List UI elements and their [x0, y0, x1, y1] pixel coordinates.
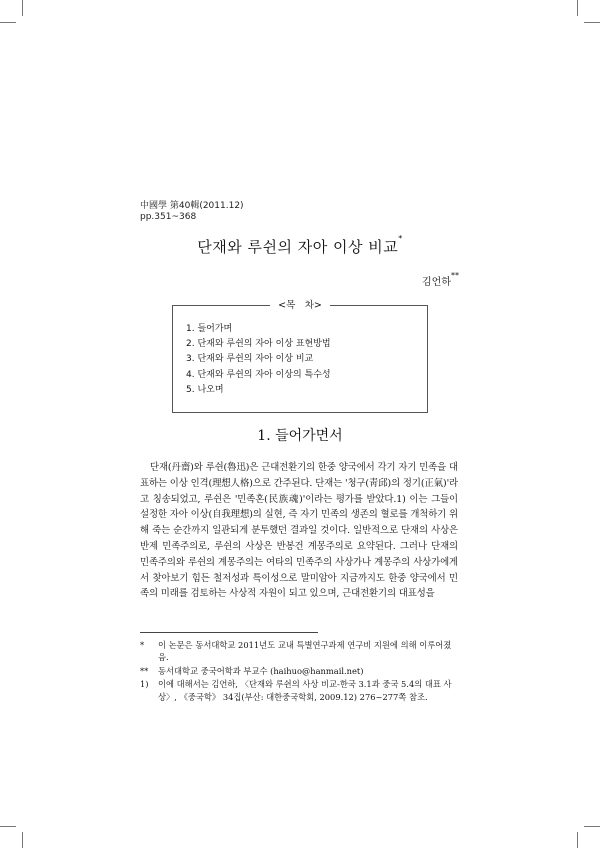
section-heading: 1. 들어가면서	[257, 428, 343, 444]
paper-title-text: 단재와 루쉰의 자아 이상 비교	[197, 238, 399, 256]
crop-mark-bottom-left-v	[22, 832, 23, 848]
toc-item-3: 3. 단재와 루쉰의 자아 이상 비교	[186, 354, 314, 365]
toc-item-1: 1. 들어가며	[186, 324, 233, 334]
crop-mark-bottom-left	[0, 826, 16, 827]
crop-mark-top-left-v	[22, 0, 23, 16]
footnote-1-text: 이 논문은 동서대학교 2011년도 교내 특별연구과제 연구비 지원에 의해 이루어졌음.	[158, 640, 452, 663]
author-footnote-mark: **	[451, 271, 459, 280]
journal-title: 中國學 第40輯(2011.12)	[140, 201, 244, 211]
toc-item-5: 5. 나오며	[186, 384, 224, 395]
crop-mark-top-right	[584, 22, 600, 23]
footnote-rule	[140, 632, 318, 633]
page-range: pp.351~368	[140, 212, 197, 222]
toc-item-2: 2. 단재와 루쉰의 자아 이상 표현방법	[186, 339, 331, 350]
crop-mark-bottom-right	[584, 826, 600, 827]
footnote-1-mark: *	[140, 640, 145, 650]
toc-heading: <목 차>	[270, 297, 330, 311]
footnote-2-mark: **	[140, 665, 149, 676]
footnotes	[140, 639, 458, 704]
crop-mark-bottom-right-v	[577, 832, 578, 848]
footnote-3-text: 이에 대해서는 김언하, 〈단재와 루쉰의 사상 비교-한국 3.1과 중국 5.4의 대표 사상〉, 《중국학》 34집(부산: 대한중국학회, 2009.12) 276~277쪽 참조.	[158, 679, 452, 702]
title-footnote-mark: *	[398, 234, 403, 243]
author-name: 김언하	[422, 277, 451, 288]
footnote-2	[140, 665, 458, 677]
body-text	[140, 460, 458, 602]
footnote-3	[140, 678, 458, 703]
footnote-3-mark: 1)	[140, 679, 149, 690]
crop-mark-top-left	[0, 22, 16, 23]
crop-mark-top-right-v	[577, 0, 578, 16]
journal-info	[140, 201, 244, 223]
footnote-1	[140, 639, 458, 664]
author	[422, 273, 459, 288]
toc-list	[186, 322, 331, 398]
toc-item-4: 4. 단재와 루쉰의 자아 이상의 특수성	[186, 369, 331, 380]
paper-title	[140, 236, 460, 257]
body-paragraph: 단재(丹齋)와 루쉰(魯迅)은 근대전환기의 한중 양국에서 각기 자기 민족을 대표하는 이상 인격(理想人格)으로 간주된다. 단재는 '청구(靑邱)의 정기(正氣)'라고 칭송되었고, 루쉰은 '민족혼(民族魂)'이라는 평가를 받았다.1) 이는 그들이 설정한 자아 이상(自我理想)의 실현, 즉 자기 민족의 생존의 혈로를 개척하기 위해 죽는 순간까지 일관되게 분투했던 결과일 것이다. 일반적으로 단재의 사상은 반제 민족주의로, 루쉰의 사상은 반봉건 계몽주의로 요약된다. 그러나 단재의 민족주의와 루쉰의 계몽주의는 여타의 민족주의 사상가나 계몽주의 사상가에게서 찾아보기 힘든 철저성과 특이성으로 말미암아 지금까지도 한중 양국에서 민족의 미래를 검토하는 사상적 자원이 되고 있으며, 근대전환기의 대표성을	[140, 462, 458, 600]
footnote-2-text: 동서대학교 중국어학과 부교수 (haihuo@hanmail.net)	[158, 665, 364, 676]
